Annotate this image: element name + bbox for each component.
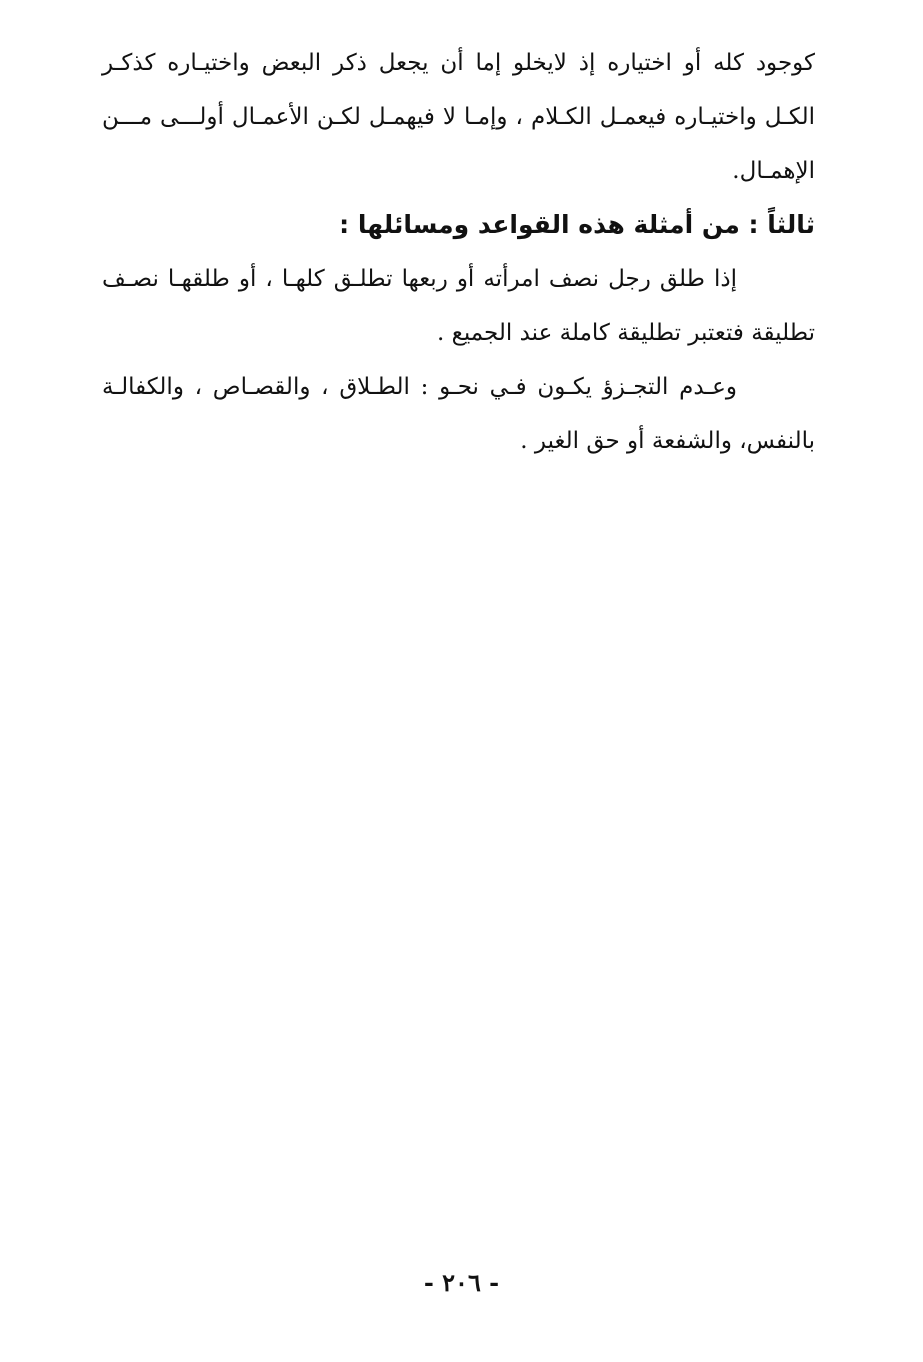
- page-number: - ٢٠٦ -: [423, 1268, 500, 1297]
- paragraph-continuation: كوجود كله أو اختياره إذ لايخلو إما أن يجعل ذكر البعض واختيـاره كذكـر الكـل واختيـاره فيعمـل الكـلام ، وإمـا لا فيهمـل لكـن الأعمـال أولـــى مـــن الإهمـال.: [102, 50, 815, 184]
- section-heading: ثالثاً : من أمثلة هذه القواعد ومسائلها :: [339, 210, 815, 239]
- text-body: [102, 36, 815, 468]
- paragraph-example-1: إذا طلق رجل نصف امرأته أو ربعها تطلـق كلهـا ، أو طلقهـا نصـف تطليقة فتعتبر تطليقة كاملة عند الجميع .: [102, 266, 815, 346]
- paragraph-example-2: وعـدم التجـزؤ يكـون فـي نحـو : الطـلاق ، والقصـاص ، والكفالـة بالنفس، والشفعة أو حق الغير .: [102, 374, 815, 454]
